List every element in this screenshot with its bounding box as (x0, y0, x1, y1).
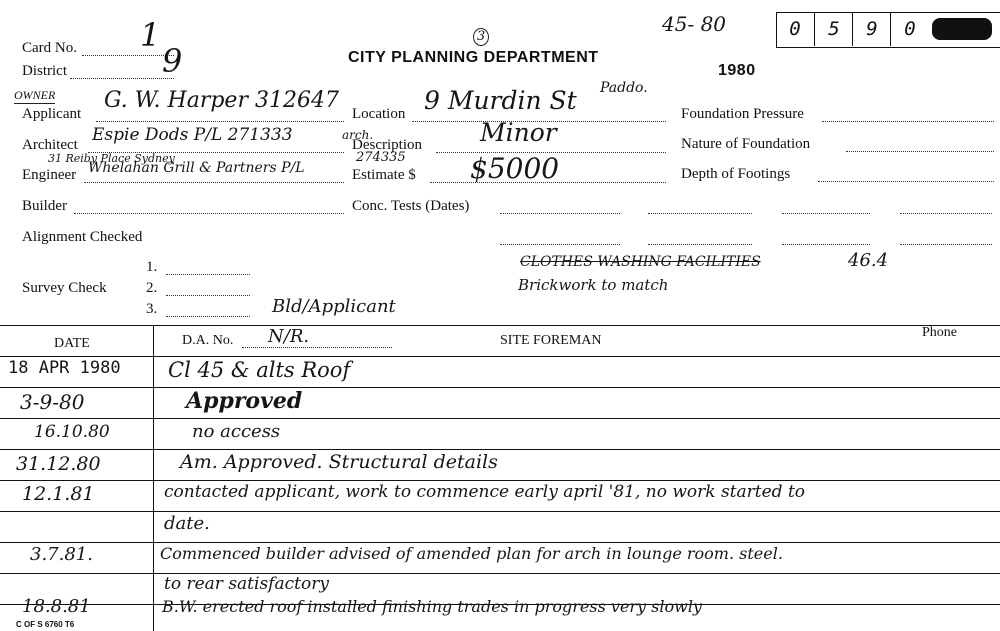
applicant-label: Applicant (22, 106, 82, 122)
clothes-washing-code: 46.4 (848, 250, 889, 271)
log-entry-date: 18 APR 1980 (8, 358, 121, 378)
nature-of-foundation-line (846, 151, 994, 152)
date-header: DATE (54, 336, 90, 351)
blank-line (900, 244, 992, 245)
table-top-rule (0, 325, 1000, 326)
reference-digit: 0 (789, 18, 801, 40)
conc-tests-line (782, 213, 870, 214)
conc-tests-line (900, 213, 992, 214)
site-foreman-header: SITE FOREMAN (500, 333, 602, 348)
architect-address: 31 Reiby Place Sydney (48, 152, 175, 165)
reference-digit: 0 (890, 12, 929, 46)
da-no-line (242, 347, 392, 348)
table-row-rule (0, 573, 1000, 574)
description-label: Description (352, 137, 422, 153)
estimate-phone: 274335 (356, 150, 406, 165)
applicant-line (96, 121, 344, 122)
location-label: Location (352, 106, 406, 122)
foundation-pressure-label: Foundation Pressure (681, 106, 804, 122)
survey-line (166, 316, 250, 317)
foundation-pressure-line (822, 121, 994, 122)
builder-line (74, 213, 344, 214)
table-row-rule (0, 511, 1000, 512)
log-entry-date: 16.10.80 (34, 422, 110, 442)
card-no-value: 1 (140, 16, 161, 54)
form-code: C OF S 6760 T6 (16, 620, 75, 629)
log-entry-date: 3.7.81. (30, 544, 93, 565)
log-entry-text: Commenced builder advised of amended plan for arch in lounge room. steel. (160, 544, 783, 563)
district-value: 9 (162, 42, 183, 80)
survey-num: 2. (146, 280, 158, 296)
blank-line (648, 244, 752, 245)
estimate-value: $5000 (470, 152, 560, 185)
architect-note: arch. (342, 128, 374, 142)
applicant-value: G. W. Harper 312647 (104, 88, 339, 113)
engineer-line (84, 182, 344, 183)
clothes-washing-note: CLOTHES WASHING FACILITIES (520, 254, 761, 270)
conc-tests-line (500, 213, 620, 214)
log-entry-date: 31.12.80 (16, 453, 101, 475)
table-row-rule (0, 418, 1000, 419)
log-entry-date: 12.1.81 (22, 483, 95, 505)
district-line (70, 78, 174, 79)
card-no-label: Card No. (22, 40, 77, 56)
table-row-rule (0, 387, 1000, 388)
card-no-line (82, 55, 174, 56)
district-label: District (22, 63, 67, 79)
year-label: 1980 (718, 62, 756, 79)
page-title: CITY PLANNING DEPARTMENT (348, 49, 599, 66)
log-entry-text: no access (192, 421, 281, 442)
log-entry-text: Approved (186, 388, 303, 414)
table-row-rule (0, 480, 1000, 481)
alignment-label: Alignment Checked (22, 229, 143, 245)
reference-digit: 5 (814, 12, 853, 46)
brickwork-note: Brickwork to match (518, 276, 669, 294)
phone-header: Phone (922, 325, 957, 340)
description-value: Minor (480, 118, 557, 147)
engineer-label: Engineer (22, 167, 77, 183)
bld-applicant-note: Bld/Applicant (272, 296, 396, 317)
log-entry-text: B.W. erected roof installed finishing trades in progress very slowly (162, 597, 702, 616)
log-entry-text: contacted applicant, work to commence early april '81, no work started to (164, 482, 806, 502)
da-no-label: D.A. No. (182, 333, 234, 348)
builder-label: Builder (22, 198, 67, 214)
survey-num: 3. (146, 301, 158, 317)
estimate-label: Estimate $ (352, 167, 416, 183)
circled-mark: 3 (473, 28, 489, 46)
log-entry-text: to rear satisfactory (164, 574, 329, 594)
engineer-value: Whelahan Grill & Partners P/L (88, 160, 305, 176)
table-row-rule (0, 542, 1000, 543)
log-entry-date: 3-9-80 (20, 390, 85, 414)
depth-of-footings-line (818, 181, 994, 182)
blank-line (782, 244, 870, 245)
redaction-mark (932, 18, 992, 40)
date-column-divider (153, 325, 154, 631)
conc-tests-line (648, 213, 752, 214)
log-entry-date: 18.8.81 (22, 596, 91, 617)
depth-of-footings-label: Depth of Footings (681, 166, 791, 182)
architect-value: Espie Dods P/L 271333 (92, 125, 293, 145)
survey-line (166, 274, 250, 275)
log-entry-text: Am. Approved. Structural details (180, 451, 498, 473)
reference-digit: 9 (852, 12, 891, 46)
log-entry-text: Cl 45 & alts Roof (168, 358, 351, 382)
da-no-value: N/R. (268, 326, 310, 347)
architect-label: Architect (22, 137, 78, 153)
table-row-rule (0, 449, 1000, 450)
survey-line (166, 295, 250, 296)
survey-check-label: Survey Check (22, 280, 107, 296)
nature-of-foundation-label: Nature of Foundation (681, 136, 811, 152)
reference-prefix: 45- 80 (662, 12, 727, 36)
conc-tests-label: Conc. Tests (Dates) (352, 198, 470, 214)
blank-line (500, 244, 620, 245)
survey-num: 1. (146, 259, 158, 275)
table-header-rule (0, 356, 1000, 357)
log-entry-text: date. (164, 513, 210, 534)
location-suffix: Paddo. (600, 80, 648, 96)
owner-label: OWNER (14, 88, 56, 102)
location-value: 9 Murdin St (424, 86, 577, 115)
